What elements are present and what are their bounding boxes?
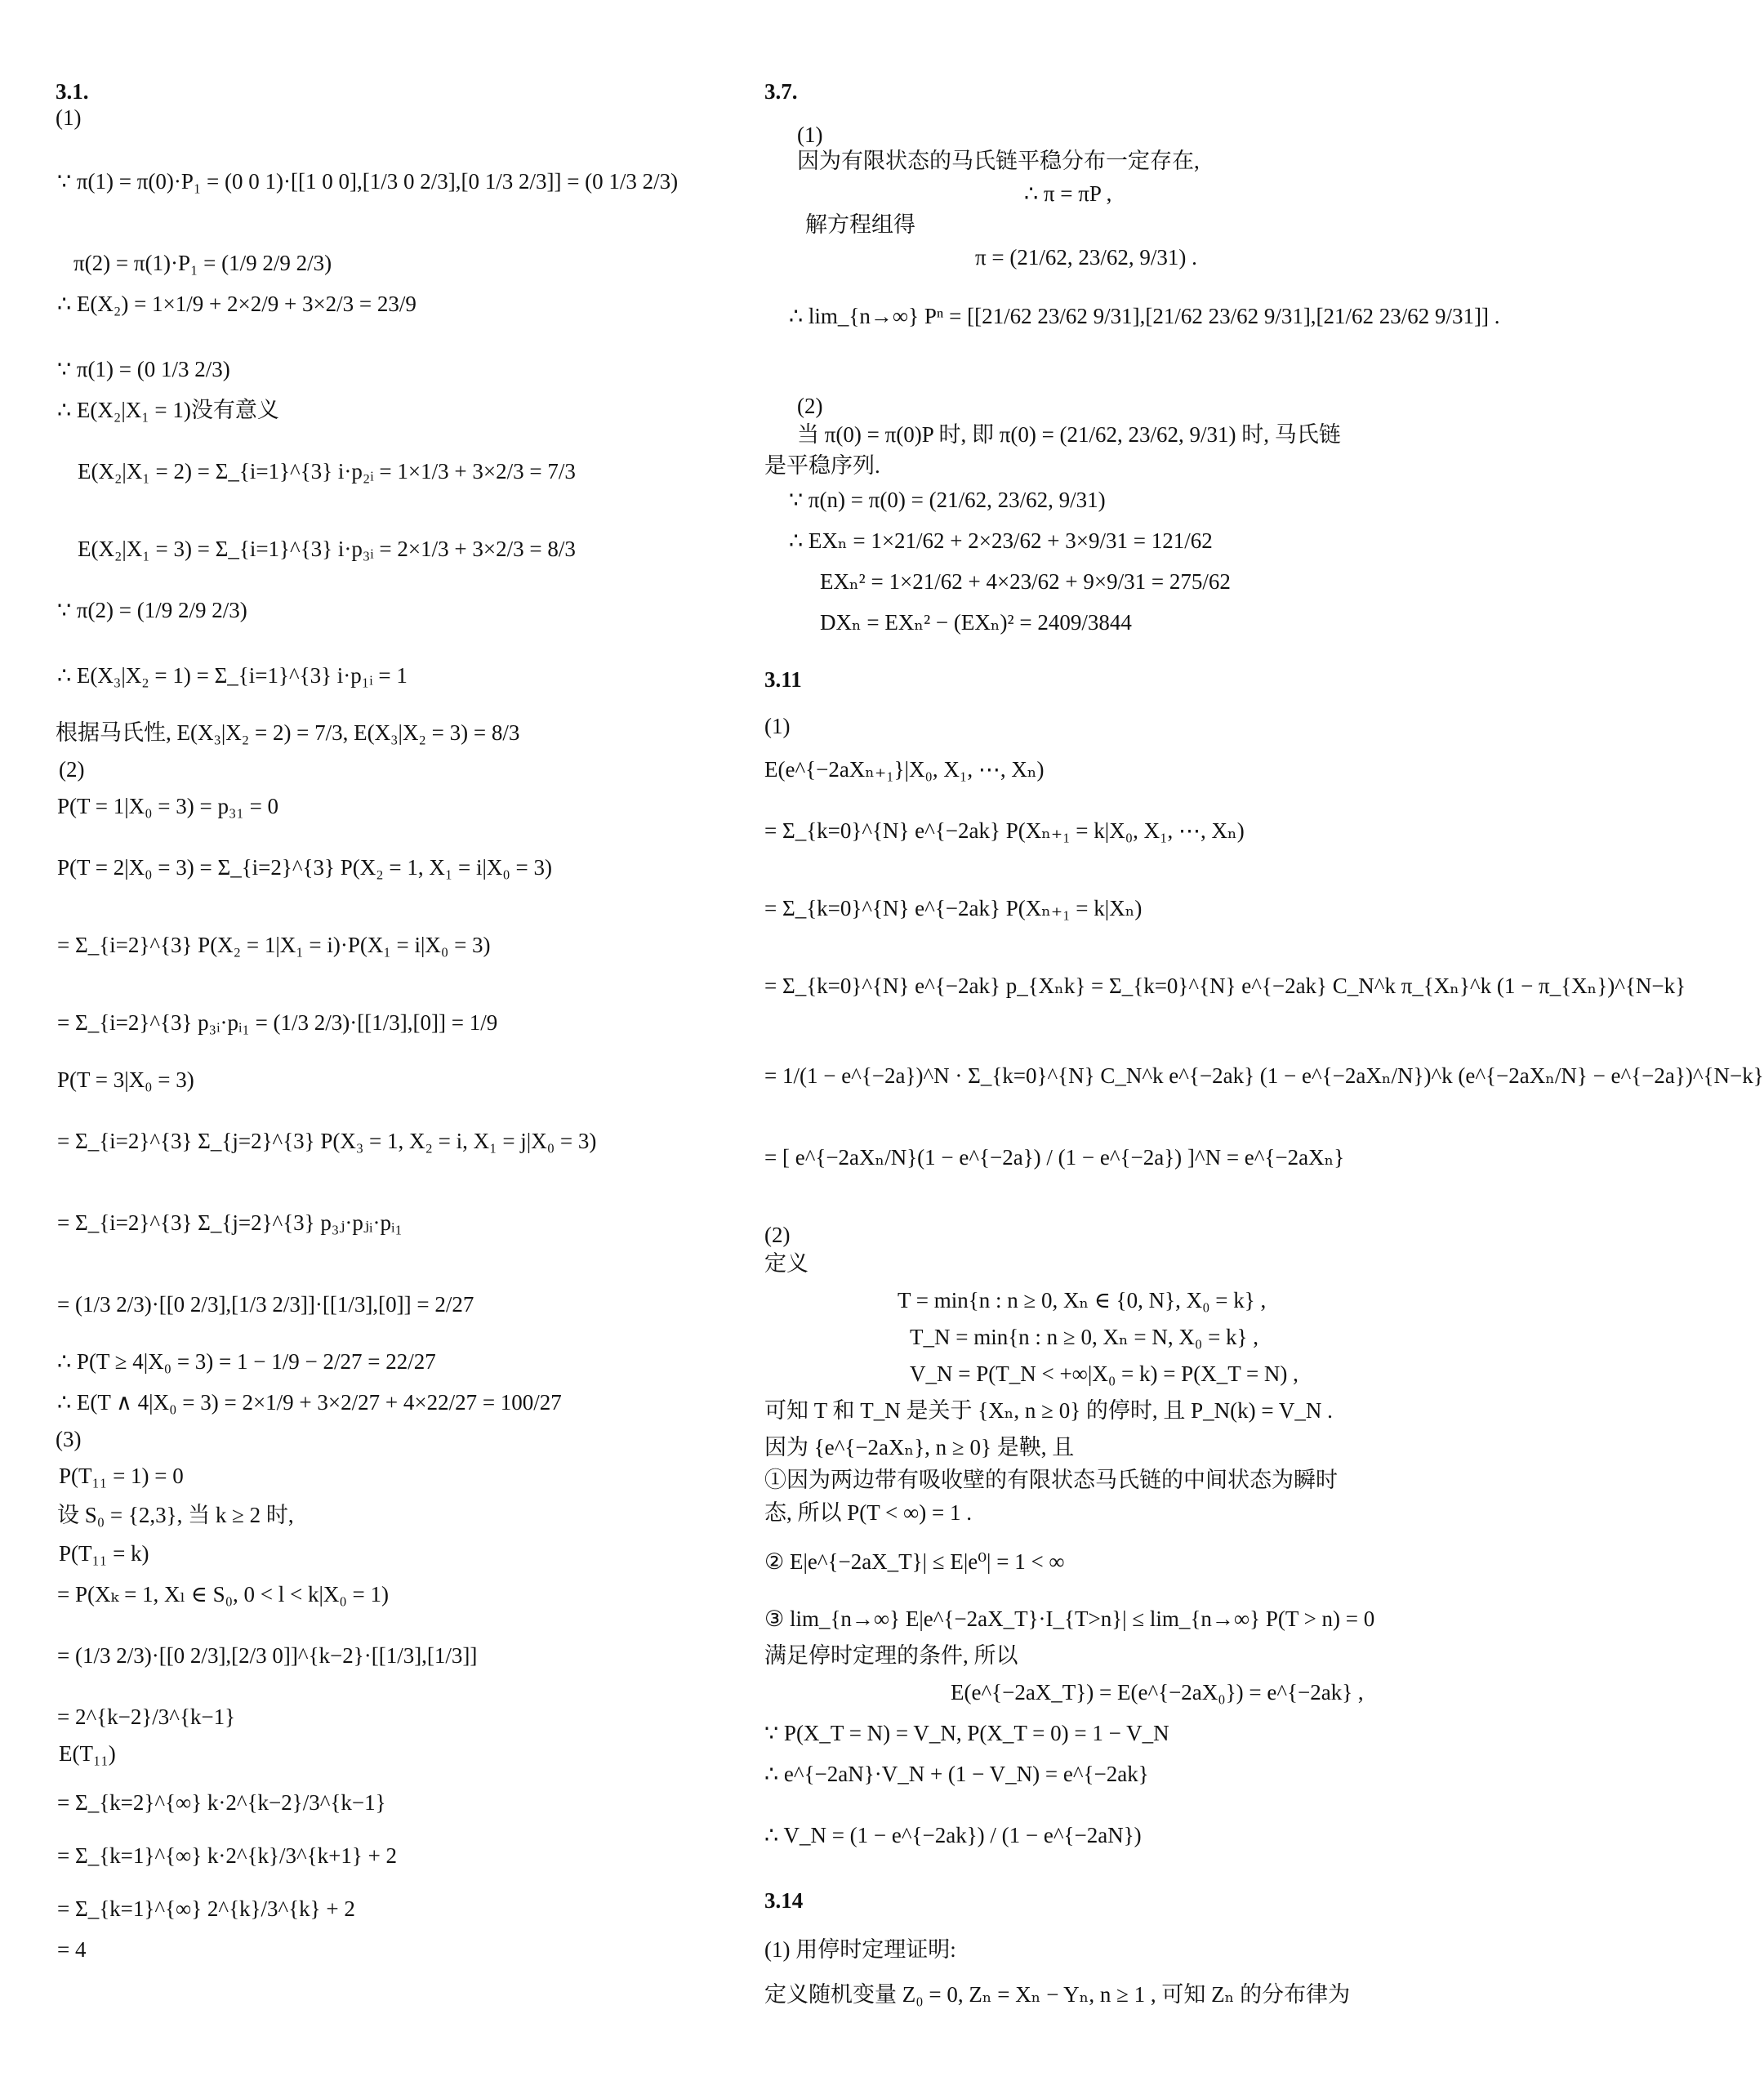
math-line: (1) — [764, 714, 791, 738]
math-line: 当 π(0) = π(0)P 时, 即 π(0) = (21/62, 23/62, 9/31) 时, 马氏链 — [797, 422, 1341, 447]
math-line: P(T = 1|X₀ = 3) = p₃₁ = 0 — [57, 794, 279, 818]
math-line: 定义随机变量 Z₀ = 0, Zₙ = Xₙ − Yₙ, n ≥ 1 , 可知 Zₙ 的分布律为 — [764, 1982, 1351, 2007]
math-line: ①因为两边带有吸收壁的有限状态马氏链的中间状态为瞬时 — [764, 1468, 1338, 1492]
math-line: (2) — [59, 757, 85, 782]
math-line: 根据马氏性, E(X₃|X₂ = 2) = 7/3, E(X₃|X₂ = 3) = 8/3 — [56, 720, 520, 745]
math-line: (2) — [764, 1223, 791, 1247]
section-heading: 3.14 — [764, 1888, 804, 1913]
math-line: = Σ_{k=0}^{N} e^{−2ak} P(Xₙ₊₁ = k|X₀, X₁, ⋯, Xₙ) — [764, 818, 1245, 843]
math-line: = [ e^{−2aXₙ/N}(1 − e^{−2a}) / (1 − e^{−2a}) ]^N = e^{−2aXₙ} — [764, 1145, 1345, 1170]
math-line: ∵ π(n) = π(0) = (21/62, 23/62, 9/31) — [789, 488, 1106, 512]
math-line: 态, 所以 P(T < ∞) = 1 . — [764, 1500, 972, 1525]
math-line: 解方程组得 — [805, 212, 915, 237]
math-line: (3) — [56, 1427, 82, 1451]
math-line: = P(Xₖ = 1, Xₗ ∈ S₀, 0 < l < k|X₀ = 1) — [57, 1582, 390, 1606]
math-line: = 2^{k−2}/3^{k−1} — [57, 1705, 236, 1729]
math-line: ∴ V_N = (1 − e^{−2ak}) / (1 − e^{−2aN}) — [764, 1823, 1142, 1847]
math-line: 满足停时定理的条件, 所以 — [764, 1643, 1018, 1668]
math-line: 可知 T 和 T_N 是关于 {Xₙ, n ≥ 0} 的停时, 且 P_N(k) = V_N . — [764, 1398, 1333, 1423]
math-line: ∴ E(X₂|X₁ = 1)没有意义 — [57, 398, 279, 422]
math-line: ∴ E(X₂) = 1×1/9 + 2×2/9 + 3×2/3 = 23/9 — [57, 292, 416, 316]
math-line: E(X₂|X₁ = 3) = Σ_{i=1}^{3} i·p₃ᵢ = 2×1/3 + 3×2/3 = 8/3 — [78, 537, 576, 561]
math-line: E(e^{−2aXₙ₊₁}|X₀, X₁, ⋯, Xₙ) — [764, 757, 1045, 782]
math-line: ∴ E(X₃|X₂ = 1) = Σ_{i=1}^{3} i·p₁ᵢ = 1 — [57, 663, 408, 688]
math-line: 因为有限状态的马氏链平稳分布一定存在, — [797, 149, 1200, 173]
math-line: = Σ_{k=2}^{∞} k·2^{k−2}/3^{k−1} — [57, 1790, 386, 1815]
math-line: T = min{n : n ≥ 0, Xₙ ∈ {0, N}, X₀ = k} , — [898, 1288, 1267, 1312]
math-line: 是平稳序列. — [764, 453, 880, 478]
math-line: (1) — [797, 123, 823, 147]
math-line: ∴ E(T ∧ 4|X₀ = 3) = 2×1/9 + 3×2/27 + 4×22/27 = 100/27 — [57, 1390, 562, 1415]
math-line: ③ lim_{n→∞} E|e^{−2aX_T}·I_{T>n}| ≤ lim_{n→∞} P(T > n) = 0 — [764, 1606, 1375, 1631]
math-line: = 1/(1 − e^{−2a})^N · Σ_{k=0}^{N} C_N^k e^{−2ak} (1 − e^{−2aXₙ/N})^k (e^{−2aXₙ/N} − e^{−2a})^{N−k} — [764, 1063, 1764, 1088]
math-line: P(T₁₁ = k) — [59, 1541, 149, 1566]
math-line: ∵ P(X_T = N) = V_N, P(X_T = 0) = 1 − V_N — [764, 1721, 1169, 1745]
math-line: (1) 用停时定理证明: — [764, 1937, 956, 1962]
math-line: E(e^{−2aX_T}) = E(e^{−2aX₀}) = e^{−2ak} , — [951, 1680, 1364, 1705]
math-line: π = (21/62, 23/62, 9/31) . — [975, 245, 1197, 270]
math-line: = Σ_{i=2}^{3} P(X₂ = 1|X₁ = i)·P(X₁ = i|X₀ = 3) — [57, 933, 491, 957]
math-line: ∴ lim_{n→∞} Pⁿ = [[21/62 23/62 9/31],[21/62 23/62 9/31],[21/62 23/62 9/31]] . — [789, 304, 1500, 328]
math-line: π(2) = π(1)·P₁ = (1/9 2/9 2/3) — [74, 251, 332, 275]
math-line: (1) — [56, 105, 82, 130]
math-line: = Σ_{k=0}^{N} e^{−2ak} p_{Xₙk} = Σ_{k=0}^{N} e^{−2ak} C_N^k π_{Xₙ}^k (1 − π_{Xₙ})^{N−k} — [764, 974, 1686, 998]
math-line: (2) — [797, 394, 823, 418]
math-line: ∵ π(1) = (0 1/3 2/3) — [57, 357, 230, 381]
math-line: ∴ π = πP , — [1024, 181, 1112, 206]
math-line: = Σ_{i=2}^{3} p₃ᵢ·pᵢ₁ = (1/3 2/3)·[[1/3],[0]] = 1/9 — [57, 1010, 498, 1035]
math-line: = Σ_{i=2}^{3} Σ_{j=2}^{3} p₃ⱼ·pⱼᵢ·pᵢ₁ — [57, 1210, 403, 1235]
math-line: = 4 — [57, 1937, 87, 1962]
math-line: P(T = 2|X₀ = 3) = Σ_{i=2}^{3} P(X₂ = 1, X₁ = i|X₀ = 3) — [57, 855, 553, 880]
math-line: ② E|e^{−2aX_T}| ≤ E|e⁰| = 1 < ∞ — [764, 1549, 1065, 1574]
math-line: EXₙ² = 1×21/62 + 4×23/62 + 9×9/31 = 275/62 — [820, 569, 1231, 594]
math-line: ∴ e^{−2aN}·V_N + (1 − V_N) = e^{−2ak} — [764, 1762, 1149, 1786]
section-heading: 3.11 — [764, 667, 802, 692]
math-line: 定义 — [764, 1251, 808, 1276]
math-line: = Σ_{k=1}^{∞} 2^{k}/3^{k} + 2 — [57, 1896, 355, 1921]
section-heading: 3.1. — [56, 79, 89, 104]
math-line: E(T₁₁) — [59, 1741, 116, 1766]
math-line: = Σ_{i=2}^{3} Σ_{j=2}^{3} P(X₃ = 1, X₂ = i, X₁ = j|X₀ = 3) — [57, 1129, 597, 1153]
math-line: = Σ_{k=1}^{∞} k·2^{k}/3^{k+1} + 2 — [57, 1843, 398, 1868]
math-line: = (1/3 2/3)·[[0 2/3],[1/3 2/3]]·[[1/3],[0]] = 2/27 — [57, 1292, 474, 1317]
math-line: ∴ EXₙ = 1×21/62 + 2×23/62 + 3×9/31 = 121/62 — [789, 528, 1213, 553]
section-heading: 3.7. — [764, 79, 798, 104]
math-line: T_N = min{n : n ≥ 0, Xₙ = N, X₀ = k} , — [910, 1325, 1259, 1349]
math-line: V_N = P(T_N < +∞|X₀ = k) = P(X_T = N) , — [910, 1361, 1298, 1386]
math-line: ∵ π(2) = (1/9 2/9 2/3) — [57, 598, 247, 622]
math-line: 因为 {e^{−2aXₙ}, n ≥ 0} 是鞅, 且 — [764, 1435, 1075, 1459]
math-line: DXₙ = EXₙ² − (EXₙ)² = 2409/3844 — [820, 610, 1132, 635]
math-line: = (1/3 2/3)·[[0 2/3],[2/3 0]]^{k−2}·[[1/3],[1/3]] — [57, 1643, 478, 1668]
math-line: 设 S₀ = {2,3}, 当 k ≥ 2 时, — [57, 1503, 294, 1527]
math-line: = Σ_{k=0}^{N} e^{−2ak} P(Xₙ₊₁ = k|Xₙ) — [764, 896, 1143, 920]
math-line: P(T = 3|X₀ = 3) — [57, 1067, 194, 1092]
math-line: P(T₁₁ = 1) = 0 — [59, 1464, 184, 1488]
math-line: ∴ P(T ≥ 4|X₀ = 3) = 1 − 1/9 − 2/27 = 22/27 — [57, 1349, 436, 1374]
math-line: E(X₂|X₁ = 2) = Σ_{i=1}^{3} i·p₂ᵢ = 1×1/3 + 3×2/3 = 7/3 — [78, 459, 576, 484]
math-line: ∵ π(1) = π(0)·P₁ = (0 0 1)·[[1 0 0],[1/3 0 2/3],[0 1/3 2/3]] = (0 1/3 2/3) — [57, 169, 679, 194]
